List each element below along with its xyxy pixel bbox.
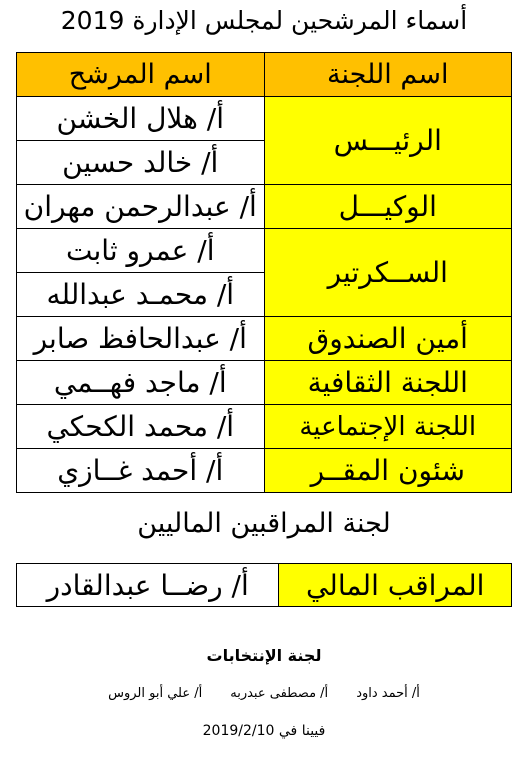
- committee-vice: الوكيـــل: [264, 185, 512, 229]
- candidates-table: [16, 52, 512, 493]
- committee-premises: شئون المقــر: [264, 449, 512, 493]
- table-row: [17, 564, 512, 607]
- candidate-name: أ/ هلال الخشن: [17, 97, 265, 141]
- financial-committee-heading: لجنة المراقبين الماليين: [137, 508, 391, 539]
- table-row: [17, 229, 512, 273]
- election-member: أ/ علي أبو الروس: [108, 686, 203, 701]
- election-member: أ/ مصطفى عبدربه: [230, 686, 329, 701]
- candidate-name: أ/ أحمد غــازي: [17, 449, 265, 493]
- election-member: أ/ أحمد داود: [356, 686, 420, 701]
- election-committee-heading: لجنة الإنتخابات: [206, 646, 322, 665]
- header-committee: اسم اللجنة: [264, 53, 512, 97]
- financial-name: أ/ رضــا عبدالقادر: [17, 564, 279, 607]
- financial-table: [16, 563, 512, 607]
- table-row: [17, 405, 512, 449]
- table-row: [17, 449, 512, 493]
- table-row: [17, 361, 512, 405]
- candidate-name: أ/ عمرو ثابت: [17, 229, 265, 273]
- financial-role: المراقب المالي: [279, 564, 512, 607]
- table-row: [17, 317, 512, 361]
- candidate-name: أ/ عبدالحافظ صابر: [17, 317, 265, 361]
- candidate-name: أ/ عبدالرحمن مهران: [17, 185, 265, 229]
- header-candidate: اسم المرشح: [17, 53, 265, 97]
- committee-treasurer: أمين الصندوق: [264, 317, 512, 361]
- dateline: فيينا في 2019/2/10: [202, 723, 326, 739]
- committee-secretary: الســكرتير: [264, 229, 512, 317]
- committee-president: الرئيـــس: [264, 97, 512, 185]
- committee-social: اللجنة الإجتماعية: [264, 405, 512, 449]
- candidate-name: أ/ محمد الكحكي: [17, 405, 265, 449]
- table-row: [17, 185, 512, 229]
- table-row: [17, 97, 512, 141]
- table-header-row: [17, 53, 512, 97]
- election-members: [0, 684, 528, 704]
- candidate-name: أ/ خالد حسين: [17, 141, 265, 185]
- candidate-name: أ/ ماجد فهــمي: [17, 361, 265, 405]
- candidate-name: أ/ محمـد عبدالله: [17, 273, 265, 317]
- committee-cultural: اللجنة الثقافية: [264, 361, 512, 405]
- page-title: أسماء المرشحين لمجلس الإدارة 2019: [60, 6, 468, 35]
